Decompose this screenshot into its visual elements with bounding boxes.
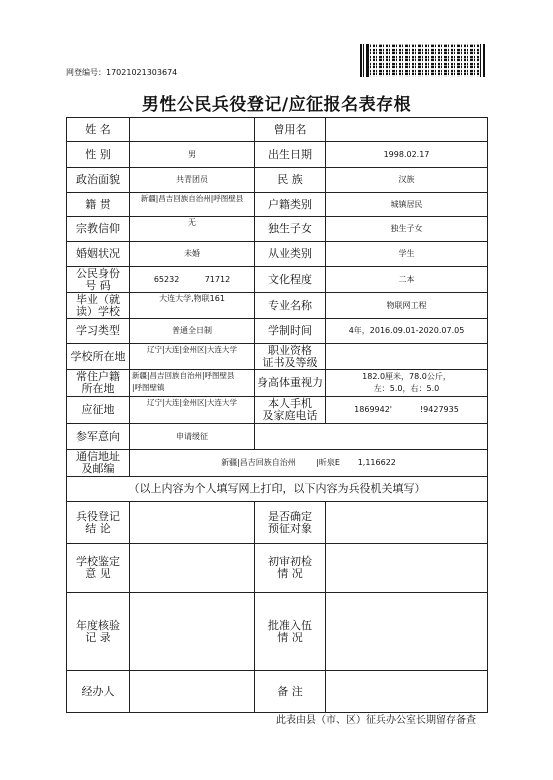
residence-value: 新疆|昌吉回族自治州|呼图壁县 |呼图壁镇 [130, 370, 255, 397]
qualification-label: 职业资格 证书及等级 [255, 344, 326, 370]
only-child-value: 独生子女 [326, 217, 488, 242]
school-review-label: 学校鉴定 意 见 [67, 544, 130, 593]
pre-target-value [326, 502, 488, 544]
gender-value: 男 [130, 142, 255, 168]
qualification-value [326, 344, 488, 370]
annual-check-label: 年度核验 记 录 [67, 593, 130, 671]
body-value: 182.0厘米，78.0公斤， 左：5.0，右：5.0 [326, 370, 488, 397]
military-result-value [130, 502, 255, 544]
annual-check-value [130, 593, 255, 671]
ethnic-value: 汉族 [326, 168, 488, 193]
approve-label: 批准入伍 情 况 [255, 593, 326, 671]
school-location-label: 学校所在地 [67, 344, 130, 370]
hukou-type-label: 户籍类别 [255, 193, 326, 217]
occupation-label: 从业类别 [255, 242, 326, 267]
gender-label: 性 别 [67, 142, 130, 168]
intent-label: 参军意向 [67, 424, 130, 450]
military-result-label: 兵役登记 结 论 [67, 502, 130, 544]
marriage-label: 婚姻状况 [67, 242, 130, 267]
education-label: 文化程度 [255, 267, 326, 293]
study-type-label: 学习类型 [67, 319, 130, 344]
body-label: 身高体重视力 [255, 370, 326, 397]
school-label: 毕业（就 读）学校 [67, 293, 130, 319]
education-value: 二本 [326, 267, 488, 293]
origin-label: 籍 贯 [67, 193, 130, 217]
remark-label: 备 注 [255, 671, 326, 713]
former-name-label: 曾用名 [255, 118, 326, 142]
political-value: 共青团员 [130, 168, 255, 193]
footer-note: 此表由县（市、区）征兵办公室长期留存备查 [276, 715, 476, 726]
hukou-type-value: 城镇居民 [326, 193, 488, 217]
duration-label: 学制时间 [255, 319, 326, 344]
ethnic-label: 民 族 [255, 168, 326, 193]
dob-value: 1998.02.17 [326, 142, 488, 168]
handler-label: 经办人 [67, 671, 130, 713]
phone-value: 1869942' !9427935 [326, 397, 488, 424]
id-label: 公民身份 号 码 [67, 267, 130, 293]
remark-value [326, 671, 488, 713]
intent-blank [255, 424, 488, 450]
duration-value: 4年，2016.09.01-2020.07.05 [326, 319, 488, 344]
name-label: 姓 名 [67, 118, 130, 142]
residence-label: 常住户籍 所在地 [67, 370, 130, 397]
pre-target-label: 是否确定 预征对象 [255, 502, 326, 544]
form-title: 男性公民兵役登记/应征报名表存根 [141, 95, 412, 115]
major-value: 物联网工程 [326, 293, 488, 319]
major-label: 专业名称 [255, 293, 326, 319]
conscription-place-value: 辽宁|大连|金州区|大连大学 [130, 397, 255, 424]
address-label: 通信地址 及邮编 [67, 450, 130, 477]
name-value [130, 118, 255, 142]
registration-table [66, 117, 488, 713]
origin-value: 新疆|昌吉回族自治州|呼图壁县 [130, 193, 255, 217]
barcode-image [360, 44, 485, 77]
school-review-value [130, 544, 255, 593]
study-type-value: 普通全日制 [130, 319, 255, 344]
phone-label: 本人手机 及家庭电话 [255, 397, 326, 424]
former-name-value [326, 118, 488, 142]
approve-value [326, 593, 488, 671]
conscription-place-label: 应征地 [67, 397, 130, 424]
marriage-value: 未婚 [130, 242, 255, 267]
id-value: 65232 71712 [130, 267, 255, 293]
divider-note: （以上内容为个人填写网上打印，以下内容为兵役机关填写） [67, 477, 488, 502]
school-location-value: 辽宁|大连|金州区|大连大学 [130, 344, 255, 370]
intent-value: 申请缓征 [130, 424, 255, 450]
political-label: 政治面貌 [67, 168, 130, 193]
initial-check-value [326, 544, 488, 593]
religion-label: 宗教信仰 [67, 217, 130, 242]
school-value: 大连大学,物联161 [130, 293, 255, 319]
address-value: 新疆|昌吉回族自治州 |昕泉E 1,116622 [130, 450, 488, 477]
occupation-value: 学生 [326, 242, 488, 267]
dob-label: 出生日期 [255, 142, 326, 168]
net-registration-number: 网登编号：17021021303674 [66, 68, 178, 77]
initial-check-label: 初审初检 情 况 [255, 544, 326, 593]
handler-value [130, 671, 255, 713]
only-child-label: 独生子女 [255, 217, 326, 242]
religion-value: 无 [130, 217, 255, 242]
